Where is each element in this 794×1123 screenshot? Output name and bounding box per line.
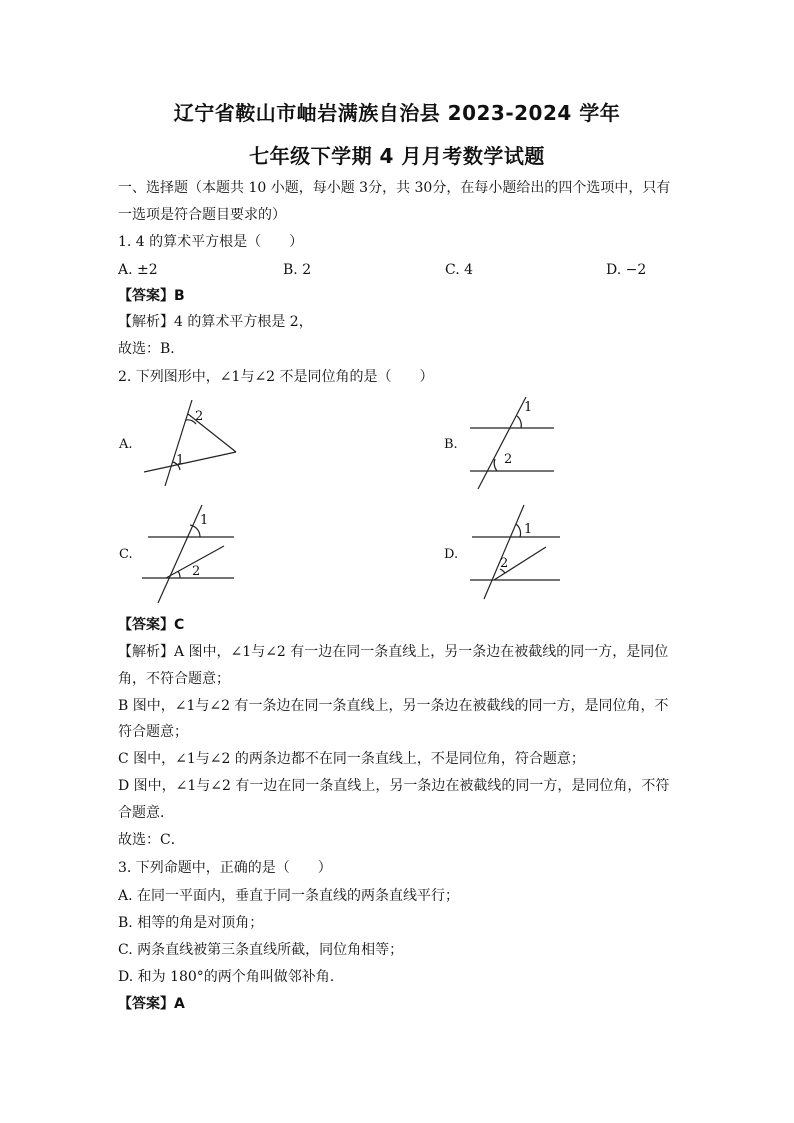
q1-option-c: C. 4 bbox=[445, 262, 474, 278]
q2-figure-b-label: B. bbox=[444, 437, 458, 452]
figure-d-transversal bbox=[484, 505, 524, 599]
figure-a-angle-2-label: 2 bbox=[195, 409, 204, 424]
q2-figure-b bbox=[470, 395, 560, 490]
q3-option-a: A. 在同一平面内，垂直于同一条直线的两条直线平行； bbox=[118, 888, 460, 904]
q2-figure-d bbox=[470, 503, 565, 603]
section-header-line2: 一选项是符合题目要求的） bbox=[118, 207, 286, 223]
figure-d-angle-1-label: 1 bbox=[524, 522, 533, 537]
q1-analysis: 【解析】4 的算术平方根是 2， bbox=[118, 314, 313, 330]
q3-answer: 【答案】A bbox=[118, 996, 185, 1012]
figure-c-angle-1-label: 1 bbox=[200, 513, 209, 528]
q2-answer: 【答案】C bbox=[118, 617, 185, 633]
document-title-line1: 辽宁省鞍山市岫岩满族自治县 2023-2024 学年 bbox=[173, 101, 621, 125]
q3-option-d: D. 和为 180°的两个角叫做邻补角. bbox=[118, 969, 335, 985]
q2-analysis-line4: 符合题意； bbox=[118, 724, 188, 740]
figure-a-angle-1-label: 1 bbox=[176, 453, 185, 468]
q3-option-c: C. 两条直线被第三条直线所截，同位角相等； bbox=[118, 942, 404, 958]
figure-d-angle-2-label: 2 bbox=[500, 556, 509, 571]
figure-a-lower-side bbox=[144, 452, 236, 472]
figure-b-angle-2-label: 2 bbox=[504, 452, 513, 467]
q2-figure-a bbox=[140, 400, 250, 490]
q2-stem: 2. 下列图形中，∠1与∠2 不是同位角的是（ ） bbox=[118, 369, 434, 385]
q2-figure-c-label: C. bbox=[119, 547, 133, 562]
q1-option-d: D. −2 bbox=[606, 262, 647, 278]
q1-option-b: B. 2 bbox=[283, 262, 312, 278]
figure-b-angle-1-arc bbox=[517, 416, 521, 428]
figure-c-angle-1-arc bbox=[190, 525, 200, 537]
q2-analysis-line7: 合题意． bbox=[118, 805, 174, 821]
q2-conclusion: 故选：C． bbox=[118, 832, 185, 848]
figure-b-angle-2-arc bbox=[494, 459, 497, 471]
q3-option-b: B. 相等的角是对顶角； bbox=[118, 915, 264, 931]
q1-conclusion: 故选：B． bbox=[118, 341, 185, 357]
q2-figure-d-label: D. bbox=[444, 547, 459, 562]
q2-analysis-line3: B 图中，∠1与∠2 有一条边在同一条直线上，另一条边在被截线的同一方，是同位角，不 bbox=[118, 698, 669, 714]
document-title-line2: 七年级下学期 4 月月考数学试题 bbox=[249, 144, 545, 168]
section-header-line1: 一、选择题（本题共 10 小题，每小题 3分，共 30分，在每小题给出的四个选项中，只有 bbox=[118, 180, 671, 196]
q2-figure-c bbox=[142, 503, 242, 608]
figure-c-angle-2-arc bbox=[178, 571, 180, 578]
figure-b-angle-1-label: 1 bbox=[524, 400, 533, 415]
q3-stem: 3. 下列命题中，正确的是（ ） bbox=[118, 860, 332, 876]
q2-analysis-line1: 【解析】A 图中，∠1与∠2 有一边在同一条直线上，另一条边在被截线的同一方，是同位 bbox=[118, 644, 669, 660]
q1-stem: 1. 4 的算术平方根是（ ） bbox=[118, 234, 304, 250]
q2-analysis-line5: C 图中，∠1与∠2 的两条边都不在同一条直线上，不是同位角，符合题意； bbox=[118, 751, 585, 767]
q2-figure-a-label: A. bbox=[119, 437, 133, 452]
q2-analysis-line2: 角，不符合题意； bbox=[118, 671, 230, 687]
figure-c-transversal bbox=[158, 505, 202, 603]
figure-b-transversal bbox=[478, 397, 526, 489]
figure-c-angle-2-label: 2 bbox=[192, 564, 201, 579]
q2-analysis-line6: D 图中，∠1与∠2 有一边在同一条直线上，另一条边在被截线的同一方，是同位角，不符 bbox=[118, 778, 670, 794]
q1-answer: 【答案】B bbox=[118, 288, 185, 304]
figure-d-angle-1-arc bbox=[516, 524, 521, 537]
figure-a-transversal bbox=[165, 400, 192, 486]
q1-option-a: A. ±2 bbox=[118, 262, 158, 278]
